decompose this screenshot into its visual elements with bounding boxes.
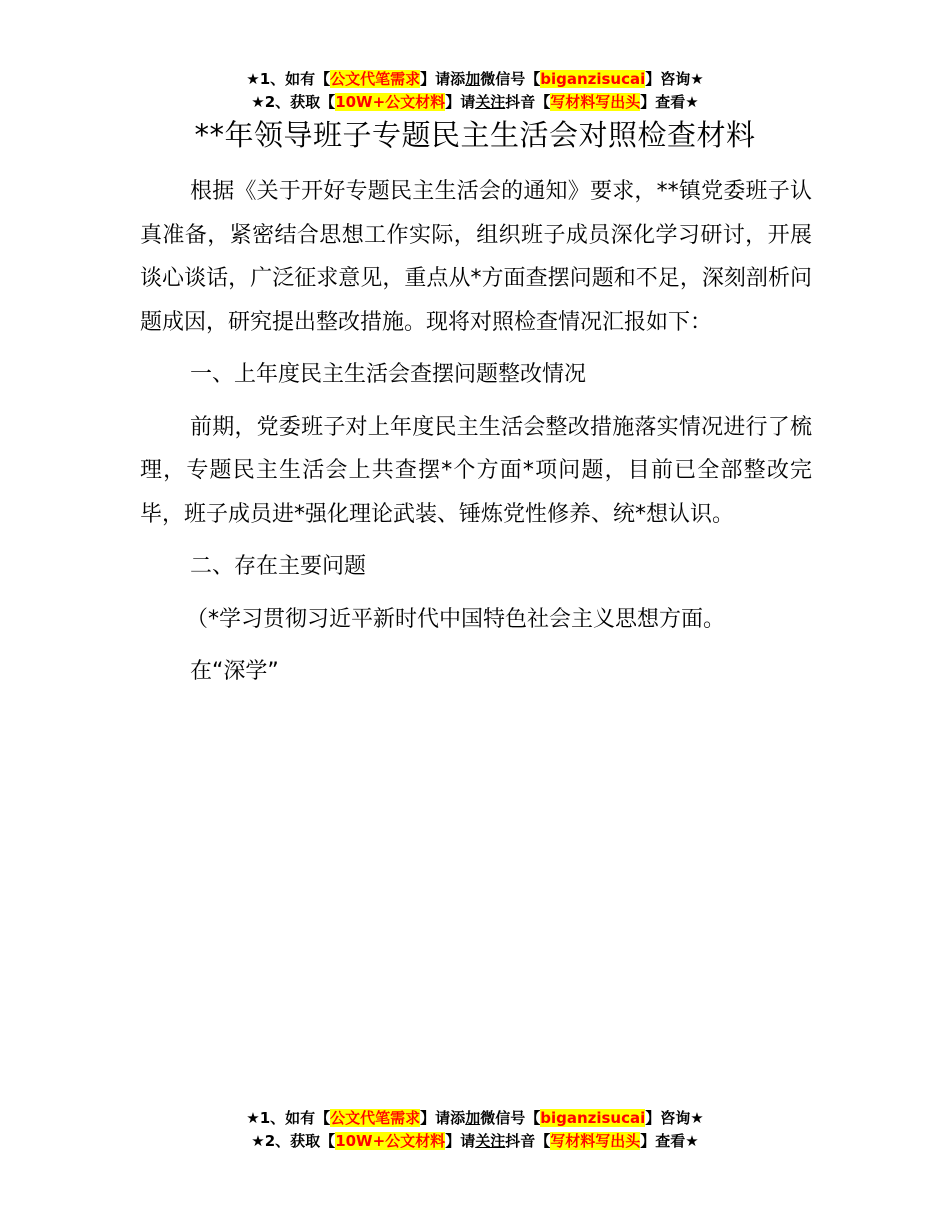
banner-line-1: ★1、如有【公文代笔需求】请添加微信号【biganzisucai】咨询★ [246, 1109, 704, 1127]
banner-highlight: 10W+公文材料 [335, 1132, 446, 1150]
banner-highlight: 写材料写出头 [550, 1132, 641, 1150]
footer-banner [0, 1107, 950, 1153]
header-banner [0, 68, 950, 114]
banner-highlight: biganzisucai [540, 70, 646, 88]
banner-highlight: 公文代笔需求 [330, 1109, 421, 1127]
banner-line-1: ★1、如有【公文代笔需求】请添加微信号【biganzisucai】咨询★ [246, 70, 704, 88]
banner-highlight: 公文代笔需求 [330, 70, 421, 88]
document-title: **年领导班子专题民主生活会对照检查材料 [194, 118, 756, 152]
document-body [140, 170, 812, 703]
paragraph-intro: 根据《关于开好专题民主生活会的通知》要求，**镇党委班子认真准备，紧密结合思想工作实际，组织班子成员深化学习研讨，开展谈心谈话，广泛征求意见，重点从*方面查摆问题和不足，深刻剖析问题成因，研究提出整改措施。现将对照检查情况汇报如下： [140, 179, 812, 335]
section-heading-1: 一、上年度民主生活会查摆问题整改情况 [190, 362, 587, 387]
section-heading-2: 二、存在主要问题 [190, 554, 367, 579]
paragraph-partial: 在“深学” [190, 659, 279, 684]
banner-highlight: 写材料写出头 [550, 93, 641, 111]
paragraph-section-1: 前期，党委班子对上年度民主生活会整改措施落实情况进行了梳理，专题民主生活会上共查摆*个方面*项问题，目前已全部整改完毕，班子成员进*强化理论武装、锤炼党性修养、统*想认识。 [140, 414, 812, 527]
banner-line-2: ★2、获取【10W+公文材料】请关注抖音【写材料写出头】查看★ [251, 93, 699, 111]
banner-highlight: 10W+公文材料 [335, 93, 446, 111]
subsection-heading-1: （*学习贯彻习近平新时代中国特色社会主义思想方面。 [186, 606, 726, 632]
banner-line-2: ★2、获取【10W+公文材料】请关注抖音【写材料写出头】查看★ [251, 1132, 699, 1150]
banner-highlight: biganzisucai [540, 1109, 646, 1127]
